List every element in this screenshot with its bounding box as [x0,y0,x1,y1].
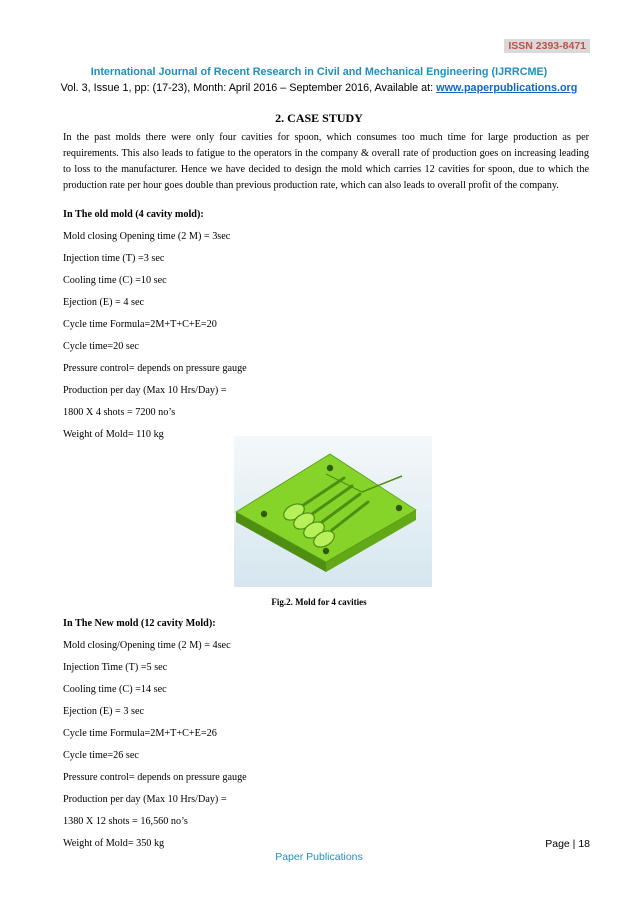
new-mold-line: 1380 X 12 shots = 16,560 no’s [63,816,188,827]
case-study-paragraph: In the past molds there were only four cavities for spoon, which consumes too much time for large production as per requirements. This also leads to fatigue to the operators in the company & overall rate of production goes on increasing leading to loss to the manufacturer. Hence we have decided to design the mold which carries 12 cavities for spoon, due to which the production rate per hour goes double than previous production rate, which can also leads to overall profit of the company. [63,132,589,191]
page-number: Page | 18 [545,838,590,850]
mold-figure [234,436,432,587]
old-mold-line: Mold closing Opening time (2 M) = 3sec [63,231,231,242]
volume-text: Vol. 3, Issue 1, pp: (17-23), Month: April 2016 – September 2016, Available at: [60,82,437,94]
old-mold-line: Cooling time (C) =10 sec [63,275,167,286]
old-mold-line: Production per day (Max 10 Hrs/Day) = [63,385,227,396]
volume-info [0,82,638,94]
old-mold-line: Injection time (T) =3 sec [63,253,165,264]
new-mold-line: Cycle time Formula=2M+T+C+E=26 [63,728,217,739]
new-mold-title: In The New mold (12 cavity Mold): [63,618,216,629]
issn-badge: ISSN 2393-8471 [504,39,590,53]
section-heading: 2. CASE STUDY [275,111,363,125]
new-mold-line: Weight of Mold= 350 kg [63,838,165,849]
old-mold-line: Cycle time=20 sec [63,341,139,352]
new-mold-line: Injection Time (T) =5 sec [63,662,168,673]
new-mold-line: Mold closing/Opening time (2 M) = 4sec [63,640,231,651]
old-mold-line: Weight of Mold= 110 kg [63,429,164,440]
new-mold-line: Production per day (Max 10 Hrs/Day) = [63,794,227,805]
old-mold-line: Ejection (E) = 4 sec [63,297,144,308]
old-mold-line: Pressure control= depends on pressure gauge [63,363,247,374]
old-mold-line: 1800 X 4 shots = 7200 no’s [63,407,176,418]
publisher-footer[interactable]: Paper Publications [275,851,363,863]
figure-caption: Fig.2. Mold for 4 cavities [271,597,367,607]
website-link[interactable]: www.paperpublications.org [436,82,578,94]
new-mold-line: Ejection (E) = 3 sec [63,706,144,717]
mold-4-cavity-illustration [234,436,432,587]
new-mold-line: Cycle time=26 sec [63,750,139,761]
old-mold-title: In The old mold (4 cavity mold): [63,209,204,220]
new-mold-line: Cooling time (C) =14 sec [63,684,167,695]
journal-title: International Journal of Recent Research in Civil and Mechanical Engineering (IJRRCME) [90,66,548,78]
new-mold-line: Pressure control= depends on pressure gauge [63,772,247,783]
old-mold-line: Cycle time Formula=2M+T+C+E=20 [63,319,217,330]
